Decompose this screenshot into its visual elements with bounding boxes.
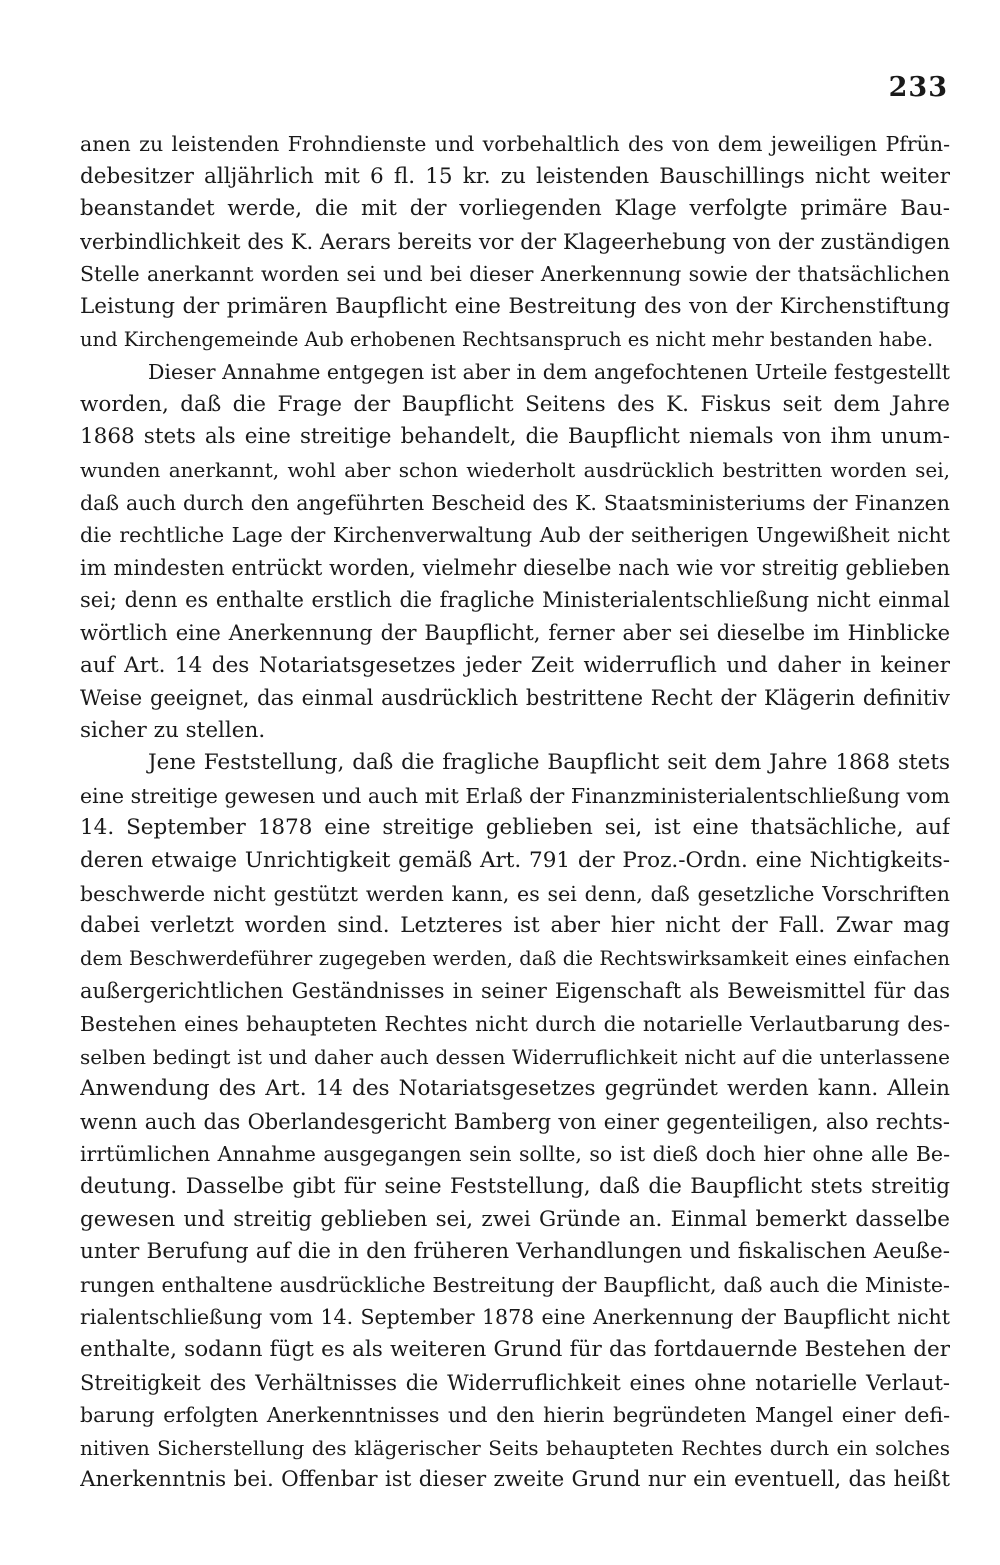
text-line: eine streitige gewesen und auch mit Erlaß der Finanzministerialentschließung vom bbox=[80, 783, 950, 808]
text-line: sicher zu stellen. bbox=[80, 717, 266, 743]
text-line: Dieser Annahme entgegen ist aber in dem angefochtenen Urteile festgestellt bbox=[148, 360, 950, 385]
text-line: Stelle anerkannt worden sei und bei dieser Anerkennung sowie der thatsächlichen bbox=[80, 262, 950, 287]
text-line: Weise geeignet, das einmal ausdrücklich bestrittene Recht der Klägerin definitiv bbox=[80, 686, 950, 711]
text-line: 1868 stets als eine streitige behandelt, die Baupflicht niemals von ihm unum- bbox=[80, 424, 950, 450]
paragraph-2 bbox=[80, 356, 950, 747]
text-line: daß auch durch den angeführten Bescheid des K. Staatsministeriums der Finanzen bbox=[80, 490, 950, 515]
text-line: verbindlichkeit des K. Aerars bereits vor der Klageerhebung von der zuständigen bbox=[80, 229, 950, 254]
text-line: die rechtliche Lage der Kirchenverwaltung Aub der seitherigen Ungewißheit nicht bbox=[80, 523, 950, 548]
paragraph-1 bbox=[80, 128, 950, 356]
text-line: anen zu leistenden Frohndienste und vorbehaltlich des von dem jeweiligen Pfrün- bbox=[80, 132, 950, 156]
text-line: deren etwaige Unrichtigkeit gemäß Art. 791 der Proz.-Ordn. eine Nichtigkeits- bbox=[80, 848, 950, 874]
text-line: beschwerde nicht gestützt werden kann, es sei denn, daß gesetzliche Vorschriften bbox=[80, 881, 950, 906]
body-text bbox=[80, 128, 950, 1497]
text-line: Anerkenntnis bei. Offenbar ist dieser zweite Grund nur ein eventuell, das heißt bbox=[80, 1467, 950, 1493]
text-line: im mindesten entrückt worden, vielmehr dieselbe nach wie vor streitig geblieben bbox=[80, 555, 950, 580]
text-line: außergerichtlichen Geständnisses in seiner Eigenschaft als Beweismittel für das bbox=[80, 979, 950, 1004]
text-line: wenn auch das Oberlandesgericht Bamberg von einer gegenteiligen, also rechts- bbox=[80, 1109, 950, 1134]
text-line: gewesen und streitig geblieben sei, zwei Gründe an. Einmal bemerkt dasselbe bbox=[80, 1206, 950, 1232]
text-line: Anwendung des Art. 14 des Notariatsgesetzes gegründet werden kann. Allein bbox=[80, 1076, 950, 1102]
text-line: nitiven Sicherstellung des klägerischer Seits behaupteten Rechtes durch ein solches bbox=[80, 1435, 950, 1460]
text-line: worden, daß die Frage der Baupflicht Seitens des K. Fiskus seit dem Jahre bbox=[80, 391, 950, 417]
text-line: selben bedingt ist und daher auch dessen Widerruflichkeit nicht auf die unterlassene bbox=[80, 1044, 950, 1069]
text-line: wörtlich eine Anerkennung der Baupflicht, ferner aber sei dieselbe im Hinblicke bbox=[80, 620, 950, 645]
text-line: irrtümlichen Annahme ausgegangen sein sollte, so ist dieß doch hier ohne alle Be- bbox=[80, 1142, 950, 1167]
text-line: deutung. Dasselbe gibt für seine Feststellung, daß die Baupflicht stets streitig bbox=[80, 1174, 950, 1199]
text-line: unter Berufung auf die in den früheren Verhandlungen und fiskalischen Aeuße- bbox=[80, 1239, 950, 1265]
text-line: wunden anerkannt, wohl aber schon wiederholt ausdrücklich bestritten worden sei, bbox=[80, 457, 950, 482]
text-line: dem Beschwerdeführer zugegeben werden, daß die Rechtswirksamkeit eines einfachen bbox=[80, 946, 950, 970]
text-line: enthalte, sodann fügt es als weiteren Grund für das fortdauernde Bestehen der bbox=[80, 1336, 950, 1362]
text-line: Jene Feststellung, daß die fragliche Baupflicht seit dem Jahre 1868 stets bbox=[148, 750, 950, 776]
text-line: Bestehen eines behaupteten Rechtes nicht durch die notarielle Verlautbarung des- bbox=[80, 1012, 950, 1037]
paragraph-3 bbox=[80, 747, 950, 1497]
text-line: debesitzer alljährlich mit 6 fl. 15 kr. zu leistenden Bauschillings nicht weiter bbox=[80, 163, 950, 189]
text-line: barung erfolgten Anerkenntnisses und den hierin begründeten Mangel einer defi- bbox=[80, 1403, 950, 1428]
text-line: 14. September 1878 eine streitige geblieben sei, ist eine thatsächliche, auf bbox=[80, 815, 950, 841]
text-line: Streitigkeit des Verhältnisses die Widerruflichkeit eines ohne notarielle Verlaut- bbox=[80, 1370, 950, 1395]
text-line: rungen enthaltene ausdrückliche Bestreitung der Baupflicht, daß auch die Ministe- bbox=[80, 1272, 950, 1297]
text-line: beanstandet werde, die mit der vorliegenden Klage verfolgte primäre Bau- bbox=[80, 196, 950, 222]
text-line: sei; denn es enthalte erstlich die fragliche Ministerialentschließung nicht einmal bbox=[80, 588, 950, 613]
text-line: auf Art. 14 des Notariatsgesetzes jeder Zeit widerruflich und daher in keiner bbox=[80, 652, 950, 678]
page-number: 233 bbox=[888, 72, 948, 103]
text-line: dabei verletzt worden sind. Letzteres ist aber hier nicht der Fall. Zwar mag bbox=[80, 913, 950, 939]
text-line: Leistung der primären Baupflicht eine Bestreitung des von der Kirchenstiftung bbox=[80, 293, 950, 319]
text-line: rialentschließung vom 14. September 1878 eine Anerkennung der Baupflicht nicht bbox=[80, 1305, 950, 1330]
text-line: und Kirchengemeinde Aub erhobenen Rechtsanspruch es nicht mehr bestanden habe. bbox=[80, 327, 934, 351]
